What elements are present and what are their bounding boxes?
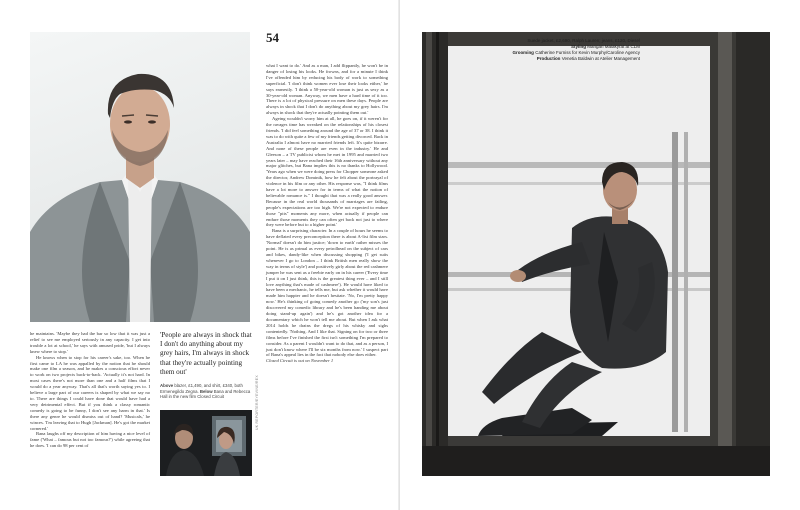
credits-styling-value: Mangan Malakyrat at CLM [585, 44, 640, 49]
left-text-column [30, 331, 150, 449]
credits-production-label: Production [536, 56, 561, 61]
pull-quote: 'People are always in shock that I don't do anything about my grey hairs, I'm always in shock that they're actually pointing them out' [160, 331, 252, 376]
right-text-column [266, 63, 388, 364]
fashion-credits [440, 38, 640, 62]
body-paragraph: Bana is a surprising character. In a couple of hours he seems to have deflated every preconception there is about A-list film stars. 'Normal' doesn't do him justice; 'down to earth' rather misses the point. He is as primal as every petrolhead on the subject of cars and bikes, dandy-like when discussing shopping ('I get suits whenever I go to London – I think British men really show the way in terms of style') and positively girly about the red cashmere jumper he was sent as a freebie early on in his career ('Every time I put it on I just think, this is the greatest thing ever – and I still love anything that's made of cashmere'). He would have liked to have been a mechanic, he tells me, but ask whether it would have made him happier and he doesn't hesitate. 'No, I'm pretty happy now.' He's thinking of going comedy another go ('my son's just discovered my comedic library and he's been handing me about doing stand-up again') and he's got another idea for a documentary which he won't tell me about. But when I ask what 2014 holds he drains the dregs of his whisky and sighs contentedly. 'Nothing. And I like that. Signing on for two or three films before I've finished the first isn't something I'm prepared to consider. As a parent I wouldn't want to do that, and as a person, I just don't know where I'll be six months from now.' I suspect part of Bana's appeal lies in the fact that nobody else does either. [266, 228, 388, 358]
credits-production [440, 56, 640, 62]
article-footer: Closed Circuit is out on November 1 [266, 358, 334, 364]
photo-caption [160, 383, 252, 400]
fashion-photo [422, 32, 770, 476]
body-paragraph: Bana laughs off my description of him having a nice level of fame ('What – famous but not too famous?') while agreeing that he does. 'I can do 98 per cent of [30, 431, 150, 449]
caption-below-text: Bana and Rebecca Hall in the new film Closed Circuit [160, 388, 251, 400]
body-paragraph: he maintains. 'Maybe they had the bar so low that it was just a relief to see me employed seriously in any capacity. I get into trouble a lot at school,' he says with amused pride, 'but I always knew where to stop.' [30, 331, 150, 354]
film-still-photo [160, 410, 252, 476]
caption-above-text: blazer, £1,490, and shirt, £340, both Ermenegildo Zegna. [160, 383, 243, 394]
body-paragraph: what I want to do.' And as a man, I add flippantly, he won't be in danger of losing his looks. He frowns, and for a minute I think I've offended him by reducing his body of work to something superficial. 'I don't think women ever lose their looks either,' he says earnestly. 'I think a 50-year-old woman is just as sexy as a 30-year-old woman. Anyway, we men have a hard time of it too. There is a lot of physical pressure on men these days. People are always in shock that I don't do anything about my grey hairs. I'm always in shock that they're actually pointing them out.' [266, 63, 388, 116]
body-paragraph: He knows when to stop for his career's sake, too. When he first came to LA he was appalled by the notion that he should make one film a season, and he makes a conscious effort never to work on two projects back-to-back. 'Actually it's not hard. In most cases there's not more than one and a half films that I would do a year anyway. That's all that's worth saying yes to. I believe a large part of our careers is shaped by what we say no to. There are things I could have done that would have had a very detrimental effect. But if you think a classy romantic comedy is going to be funny, I don't see any harm in that.' Is there any genre he would dismiss out of hand? 'Musicals,' he winces. 'I'm leaving that to Hugh [Jackman]. He's got the market cornered.' [30, 354, 150, 431]
credits-production-value: Venetia Baldwin at Atelier Management [560, 56, 640, 61]
page-number: 54 [266, 30, 279, 45]
photo-credit: UK REPORTER/EYEVINE/REX [255, 375, 259, 430]
portrait-photo [30, 32, 250, 322]
caption-above-label: Above [160, 383, 174, 388]
credits-grooming-label: Grooming [512, 50, 534, 55]
credits-grooming-value: Catherine Furniss for Kevin Murphy/Caroline Agency [533, 50, 640, 55]
credits-garments: Suede jacket, £2,690, Ralph Lauren; jeans, £120, Diesel [527, 38, 640, 43]
body-paragraph: Ageing wouldn't worry him at all, he goes on, if it weren't for the ravages time has wreaked on the relationships of his closest friends. 'I did feel something around the age of 37 or 38. I think it was to do with quite a few of my friends getting divorced. Back in Australia I almost have no married friends left. It's quite bizarre. And none of these people are even in the industry.' He and Gleeson – a TV publicist whom he met in 1995 and married two years later – may have reached their 16th anniversary without any major glitches, but Bana implies this is no thanks to Hollywood. 'Years ago when we were doing press for Chopper someone asked the director, Andrew Dominik, how he felt about the portrayal of violence in his film or any other. His response was, "I think films have a lot more to answer for in terms of what the notion of believable romance is." I thought that was a really good answer. Because in the real world thousands of marriages are failing, people's expectations are too high. We're not expected to endure those "pits" moments any more, when actually if people can endure those moments they can often get back not just to where they were before but to a higher point.' [266, 116, 388, 228]
credits-styling-label: Styling [570, 44, 586, 49]
caption-below-label: Below [199, 388, 213, 394]
